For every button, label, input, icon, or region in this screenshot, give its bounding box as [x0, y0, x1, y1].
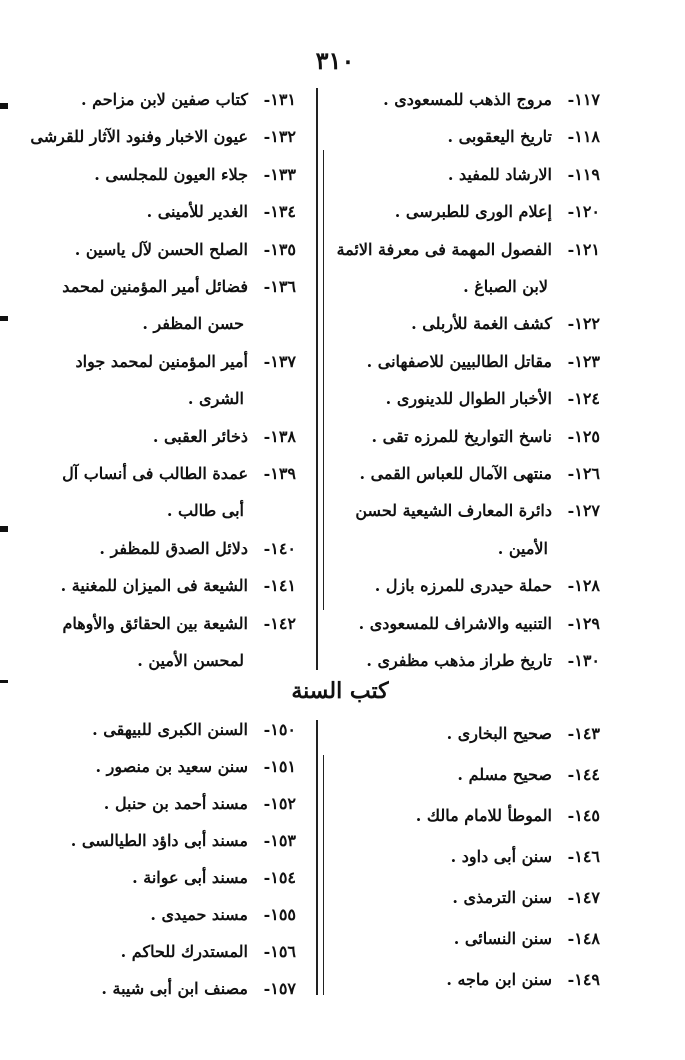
- item-title: تاريخ طراز مذهب مظفرى .: [366, 651, 552, 670]
- item-title: مسند حميدى .: [150, 905, 248, 924]
- item-number: ١١٧-: [567, 90, 600, 109]
- item-number: ١٤٨-: [567, 929, 600, 948]
- edge-mark: [0, 680, 8, 683]
- item-title: أمير المؤمنين لمحمد جواد: [75, 351, 248, 371]
- item-number: ١٤١-: [263, 576, 296, 596]
- list-item: [416, 802, 600, 830]
- column-right-bottom: [345, 720, 600, 1010]
- list-item: [383, 86, 600, 114]
- item-number: ١٣٣-: [263, 164, 296, 184]
- section-heading: كتب السنة: [291, 678, 389, 704]
- list-item: [61, 572, 296, 600]
- list-item: [95, 753, 296, 781]
- item-title: المستدرك للحاكم .: [120, 942, 248, 961]
- item-number: ١١٨-: [567, 127, 600, 147]
- item-title: عمدة الطالب فى أنساب آل: [62, 464, 248, 483]
- item-number: ١٤٣-: [567, 724, 600, 743]
- item-number: ١٣٠-: [567, 651, 600, 670]
- item-title: فضائل أمير المؤمنين لمحمد: [62, 277, 248, 296]
- item-title: صحيح البخارى .: [446, 724, 552, 743]
- list-item: [71, 827, 296, 855]
- item-number: ١٢١-: [567, 239, 600, 259]
- item-number: ١١٩-: [567, 164, 600, 184]
- column-divider-top-inner: [323, 150, 324, 610]
- item-title: كشف الغمة للأربلى .: [411, 314, 552, 334]
- list-item: [457, 761, 600, 789]
- edge-mark: [0, 103, 8, 109]
- item-number: ١٣٦-: [263, 277, 296, 296]
- item-title: أبى طالب .: [166, 501, 244, 521]
- list-item: [359, 460, 600, 488]
- item-number: ١٤٥-: [567, 806, 600, 825]
- item-number: ١٢٦-: [567, 464, 600, 483]
- list-item: [454, 925, 600, 953]
- item-number: ١٣١-: [263, 90, 296, 109]
- item-number: ١٥٢-: [263, 794, 296, 813]
- item-number: ١٣٩-: [263, 464, 296, 483]
- item-number: ١٢٩-: [567, 613, 600, 633]
- list-item: [62, 273, 296, 301]
- list-item: [30, 123, 296, 151]
- item-number: ١٢٥-: [567, 426, 600, 446]
- list-item: [359, 610, 600, 638]
- list-item: [132, 864, 296, 892]
- column-divider-bottom: [316, 720, 318, 995]
- item-title: مسند أبى داؤد الطيالسى .: [70, 831, 248, 850]
- item-title: الارشاد للمفيد .: [447, 164, 552, 184]
- item-title: دائرة المعارف الشيعية لحسن: [355, 501, 552, 521]
- item-number: ١٣٨-: [263, 426, 296, 446]
- list-item: [188, 385, 244, 413]
- column-divider-top: [316, 88, 318, 670]
- list-item: [395, 198, 600, 226]
- list-item: [153, 423, 296, 451]
- item-title: حملة حيدرى للمرزه بازل .: [374, 576, 552, 596]
- list-item: [448, 161, 600, 189]
- item-number: ١٥٥-: [263, 905, 296, 924]
- item-number: ١٣٤-: [263, 202, 296, 222]
- list-item: [375, 572, 600, 600]
- item-title: جلاء العيون للمجلسى .: [94, 164, 248, 184]
- list-item: [99, 535, 296, 563]
- item-number: ١٢٣-: [567, 351, 600, 371]
- list-item: [447, 720, 600, 748]
- item-title: عيون الاخبار وفنود الآثار للقرشى: [30, 127, 248, 147]
- list-item: [121, 938, 296, 966]
- item-title: ذخائر العقبى .: [152, 426, 248, 446]
- item-number: ١٥٦-: [263, 942, 296, 961]
- item-number: ١٤٧-: [567, 888, 600, 907]
- list-item: [147, 198, 296, 226]
- item-title: الصلح الحسن لآل ياسين .: [74, 239, 248, 259]
- item-number: ١٢٢-: [567, 314, 600, 334]
- item-number: ١٢٧-: [567, 501, 600, 521]
- item-title: حسن المظفر .: [142, 314, 244, 334]
- list-item: [62, 460, 296, 488]
- column-divider-bottom-inner: [323, 755, 324, 995]
- list-item: [366, 647, 600, 675]
- item-number: ١٥٣-: [263, 831, 296, 850]
- item-title: مروج الذهب للمسعودى .: [383, 90, 552, 109]
- list-item: [446, 966, 600, 994]
- item-title: سنن سعيد بن منصور .: [95, 757, 248, 776]
- item-number: ١٤٩-: [567, 970, 600, 989]
- list-item: [81, 86, 296, 114]
- list-item: [451, 843, 600, 871]
- item-number: ١٣٥-: [263, 239, 296, 259]
- list-item: [371, 423, 600, 451]
- item-title: الأمين .: [497, 538, 548, 558]
- list-item: [355, 497, 600, 525]
- item-number: ١٢٤-: [567, 389, 600, 409]
- column-left-top: [18, 86, 296, 676]
- list-item: [411, 310, 600, 338]
- item-title: ناسخ التواريخ للمرزه تقى .: [371, 426, 552, 446]
- list-item: [337, 236, 600, 264]
- list-item: [142, 310, 244, 338]
- column-right-top: [336, 86, 600, 676]
- item-title: كتاب صفين لابن مزاحم .: [80, 90, 248, 109]
- list-item: [498, 535, 548, 563]
- list-item: [62, 610, 296, 638]
- item-title: سنن الترمذى .: [452, 888, 552, 907]
- item-title: الشيعة فى الميزان للمغنية .: [60, 576, 248, 596]
- item-title: لابن الصباغ .: [463, 277, 548, 296]
- item-number: ١٣٧-: [263, 351, 296, 371]
- item-title: صحيح مسلم .: [457, 765, 552, 784]
- item-title: دلائل الصدق للمظفر .: [99, 538, 248, 558]
- item-title: تاريخ اليعقوبى .: [447, 127, 552, 147]
- list-item: [94, 161, 296, 189]
- column-left-bottom: [18, 716, 296, 1006]
- list-item: [137, 647, 244, 675]
- item-title: مسند أبى عوانة .: [132, 868, 248, 887]
- list-item: [150, 901, 296, 929]
- item-number: ١٢٨-: [567, 576, 600, 596]
- item-number: ١٤٠-: [263, 538, 296, 558]
- item-title: مصنف ابن أبى شيبة .: [101, 979, 248, 998]
- list-item: [367, 348, 600, 376]
- item-title: الشيعة بين الحقائق والأوهام: [62, 613, 248, 633]
- item-title: سنن النسائى .: [453, 929, 552, 948]
- list-item: [452, 884, 600, 912]
- item-title: الشرى .: [187, 389, 244, 409]
- list-item: [104, 790, 296, 818]
- item-title: منتهى الآمال للعباس القمى .: [359, 464, 552, 483]
- item-number: ١٥٤-: [263, 868, 296, 887]
- item-number: ١٤٦-: [567, 847, 600, 866]
- item-title: الأخبار الطوال للدينورى .: [385, 389, 552, 409]
- item-title: السنن الكبرى للبيهقى .: [92, 720, 248, 739]
- list-item: [75, 236, 296, 264]
- list-item: [76, 348, 296, 376]
- list-item: [463, 273, 548, 301]
- item-number: ١٥١-: [263, 757, 296, 776]
- item-number: ١٥٠-: [263, 720, 296, 739]
- list-item: [447, 123, 600, 151]
- item-title: مقاتل الطالبيين للاصفهانى .: [366, 351, 552, 371]
- item-number: ١٣٢-: [263, 127, 296, 147]
- item-number: ١٥٧-: [263, 979, 296, 998]
- item-title: مسند أحمد بن حنبل .: [103, 794, 248, 813]
- item-number: ١٤٤-: [567, 765, 600, 784]
- item-title: لمحسن الأمين .: [137, 651, 244, 670]
- item-title: سنن ابن ماجه .: [446, 970, 552, 989]
- edge-mark: [0, 526, 8, 532]
- item-title: الفصول المهمة فى معرفة الائمة: [336, 239, 552, 259]
- page-number: ٣١٠: [315, 46, 355, 75]
- item-title: الغدير للأمينى .: [146, 202, 248, 222]
- item-number: ١٤٢-: [263, 613, 296, 633]
- item-title: إعلام الورى للطبرسى .: [394, 202, 552, 222]
- edge-mark: [0, 316, 8, 321]
- list-item: [167, 497, 244, 525]
- list-item: [386, 385, 600, 413]
- item-title: التنبيه والاشراف للمسعودى .: [358, 613, 552, 633]
- list-item: [101, 975, 296, 1003]
- item-title: الموطأ للامام مالك .: [415, 806, 552, 825]
- list-item: [92, 716, 296, 744]
- item-title: سنن أبى داود .: [450, 847, 552, 866]
- item-number: ١٢٠-: [567, 202, 600, 222]
